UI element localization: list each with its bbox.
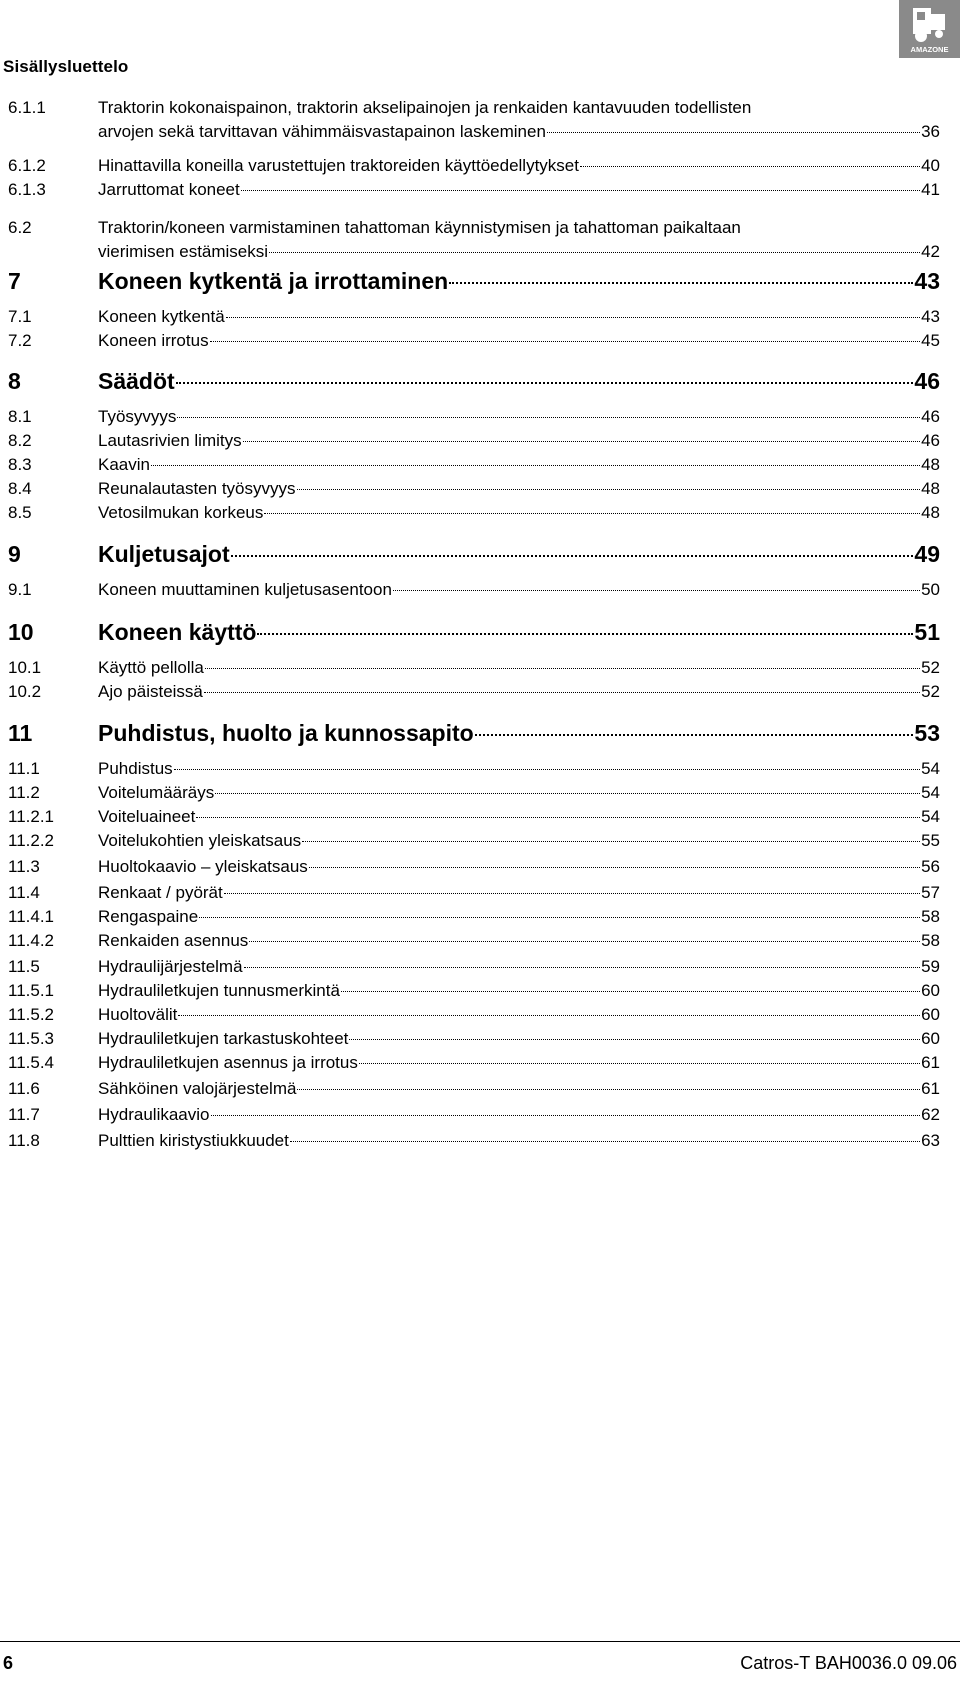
toc-entry[interactable] bbox=[0, 1129, 960, 1153]
toc-entry-page: 43 bbox=[921, 307, 940, 326]
toc-entry-title: Voiteluaineet bbox=[98, 807, 196, 826]
toc-entry-number: 6.1.3 bbox=[8, 180, 46, 199]
toc-entry-number: 8.2 bbox=[8, 431, 32, 450]
toc-entry-title: Työsyvyys bbox=[98, 407, 177, 426]
toc-entry-page: 58 bbox=[921, 931, 940, 950]
toc-entry-page: 41 bbox=[921, 180, 940, 199]
toc-entry[interactable] bbox=[0, 501, 960, 525]
toc-entry-number: 7.2 bbox=[8, 331, 32, 350]
dot-leader bbox=[210, 341, 921, 342]
toc-entry[interactable] bbox=[0, 266, 960, 296]
toc-entry-page: 59 bbox=[921, 957, 940, 976]
toc-entry-title: Sähköinen valojärjestelmä bbox=[98, 1079, 297, 1098]
toc-entry[interactable] bbox=[0, 855, 960, 879]
toc-entry-number: 7.1 bbox=[8, 307, 32, 326]
toc-entry-number: 10.1 bbox=[8, 658, 42, 677]
toc-entry-title: Hinattavilla koneilla varustettujen traktoreiden käyttöedellytykset bbox=[98, 156, 579, 175]
toc-entry[interactable] bbox=[0, 881, 960, 905]
toc-entry-number: 8.5 bbox=[8, 503, 32, 522]
toc-entry-title: Jarruttomat koneet bbox=[98, 180, 240, 199]
toc-entry-page: 55 bbox=[921, 831, 940, 850]
toc-entry-title: Koneen kytkentä bbox=[98, 307, 225, 326]
toc-entry-title: Huoltokaavio – yleiskatsaus bbox=[98, 857, 308, 876]
dot-leader bbox=[243, 441, 920, 442]
toc-entry-title: Pulttien kiristystiukkuudet bbox=[98, 1131, 289, 1150]
dot-leader bbox=[393, 590, 920, 591]
toc-entry-page: 45 bbox=[921, 331, 940, 350]
toc-entry-number: 10 bbox=[8, 619, 34, 645]
toc-entry-number: 8.3 bbox=[8, 455, 32, 474]
toc-entry-title: Renkaat / pyörät bbox=[98, 883, 223, 902]
toc-entry[interactable] bbox=[0, 329, 960, 353]
toc-entry-title: Hydrauliletkujen tunnusmerkintä bbox=[98, 981, 340, 1000]
footer-divider bbox=[0, 1641, 960, 1642]
toc-entry-number: 6.2 bbox=[8, 218, 32, 237]
footer-page-number: 6 bbox=[3, 1653, 14, 1673]
toc-entry-page: 53 bbox=[914, 720, 940, 746]
dot-leader bbox=[290, 1141, 920, 1142]
toc-entry-title: Traktorin kokonaispainon, traktorin akselipainojen ja renkaiden kantavuuden todellisten bbox=[98, 98, 752, 117]
toc-entry-number: 8 bbox=[8, 368, 21, 394]
dot-leader bbox=[196, 817, 920, 818]
toc-entry-title: Koneen käyttö bbox=[98, 619, 257, 645]
toc-entry-title: Renkaiden asennus bbox=[98, 931, 249, 950]
toc-entry-number: 11.2.1 bbox=[8, 807, 55, 826]
toc-entry-title-continued: vierimisen estämiseksi bbox=[98, 242, 269, 261]
toc-entry-number: 11.7 bbox=[8, 1105, 40, 1124]
toc-entry-page: 49 bbox=[914, 541, 940, 567]
toc-entry[interactable] bbox=[0, 1027, 960, 1051]
toc-entry[interactable] bbox=[0, 1051, 960, 1075]
toc-entry-page: 58 bbox=[921, 907, 940, 926]
toc-entry[interactable] bbox=[0, 805, 960, 829]
dot-leader bbox=[349, 1039, 920, 1040]
toc-entry-page: 36 bbox=[921, 122, 940, 141]
dot-leader bbox=[264, 513, 920, 514]
toc-entry[interactable] bbox=[0, 1003, 960, 1027]
toc-entry-number: 11.5.2 bbox=[8, 1005, 55, 1024]
toc-entry-number: 11.6 bbox=[8, 1079, 40, 1098]
toc-entry[interactable] bbox=[0, 154, 960, 178]
toc-entry-number: 11 bbox=[8, 720, 33, 746]
toc-entry-page: 40 bbox=[921, 156, 940, 175]
toc-entry-page: 46 bbox=[921, 431, 940, 450]
toc-entry[interactable] bbox=[0, 680, 960, 704]
dot-leader bbox=[341, 991, 920, 992]
toc-entry-number: 11.2.2 bbox=[8, 831, 55, 850]
toc-entry-title: Voitelukohtien yleiskatsaus bbox=[98, 831, 302, 850]
dot-leader bbox=[199, 917, 920, 918]
toc-entry-page: 52 bbox=[921, 658, 940, 677]
dot-leader bbox=[178, 1015, 920, 1016]
toc-entry-number: 11.4 bbox=[8, 883, 40, 902]
toc-entry[interactable] bbox=[0, 1103, 960, 1127]
dot-leader bbox=[269, 252, 920, 253]
toc-entry-title: Puhdistus, huolto ja kunnossapito bbox=[98, 720, 474, 746]
dot-leader bbox=[547, 132, 920, 133]
toc-entry[interactable] bbox=[0, 656, 960, 680]
dot-leader bbox=[177, 417, 920, 418]
toc-entry-number: 11.8 bbox=[8, 1131, 40, 1150]
toc-entry-title: Rengaspaine bbox=[98, 907, 199, 926]
toc-entry-page: 61 bbox=[921, 1079, 940, 1098]
toc-entry-page: 61 bbox=[921, 1053, 940, 1072]
toc-entry-title: Voitelumääräys bbox=[98, 783, 215, 802]
toc-entry-page: 63 bbox=[921, 1131, 940, 1150]
toc-entry-page: 56 bbox=[921, 857, 940, 876]
toc-entry-number: 9.1 bbox=[8, 580, 32, 599]
toc-entry-number: 10.2 bbox=[8, 682, 42, 701]
toc-entry-number: 11.5 bbox=[8, 957, 40, 976]
toc-entry-number: 11.5.3 bbox=[8, 1029, 55, 1048]
toc-entry-title: Huoltovälit bbox=[98, 1005, 178, 1024]
toc-entry-page: 43 bbox=[914, 268, 940, 294]
dot-leader bbox=[449, 282, 913, 284]
toc-entry-page: 50 bbox=[921, 580, 940, 599]
toc-entry-page: 46 bbox=[914, 368, 940, 394]
logo-text: AMAZONE bbox=[910, 45, 949, 54]
toc-entry-page: 62 bbox=[921, 1105, 940, 1124]
dot-leader bbox=[176, 382, 914, 384]
toc-entry-number: 11.2 bbox=[8, 783, 40, 802]
toc-entry-title: Hydrauliletkujen tarkastuskohteet bbox=[98, 1029, 349, 1048]
dot-leader bbox=[359, 1063, 920, 1064]
toc-entry-title: Vetosilmukan korkeus bbox=[98, 503, 264, 522]
toc-entry-page: 60 bbox=[921, 981, 940, 1000]
toc-entry-title: Hydrauliletkujen asennus ja irrotus bbox=[98, 1053, 358, 1072]
toc-entry-number: 11.3 bbox=[8, 857, 40, 876]
dot-leader bbox=[302, 841, 920, 842]
toc-entry-title: Koneen muuttaminen kuljetusasentoon bbox=[98, 580, 392, 599]
dot-leader bbox=[297, 489, 921, 490]
toc-entry-title: Ajo päisteissä bbox=[98, 682, 203, 701]
toc-entry-page: 60 bbox=[921, 1029, 940, 1048]
toc-entry[interactable] bbox=[0, 216, 960, 264]
toc-entry-title: Reunalautasten työsyvyys bbox=[98, 479, 296, 498]
toc-entry-page: 48 bbox=[921, 455, 940, 474]
dot-leader bbox=[205, 668, 920, 669]
toc-entry[interactable] bbox=[0, 929, 960, 953]
toc-entry[interactable] bbox=[0, 477, 960, 501]
dot-leader bbox=[174, 769, 920, 770]
toc-entry[interactable] bbox=[0, 453, 960, 477]
dot-leader bbox=[297, 1089, 920, 1090]
toc-entry-page: 51 bbox=[914, 619, 940, 645]
toc-entry[interactable] bbox=[0, 905, 960, 929]
dot-leader bbox=[215, 793, 920, 794]
dot-leader bbox=[580, 166, 920, 167]
toc-entry[interactable] bbox=[0, 96, 960, 144]
dot-leader bbox=[249, 941, 920, 942]
dot-leader bbox=[151, 465, 920, 466]
toc-entry[interactable] bbox=[0, 1077, 960, 1101]
toc-entry-page: 54 bbox=[921, 807, 940, 826]
toc-entry-title: Hydraulikaavio bbox=[98, 1105, 210, 1124]
dot-leader bbox=[224, 893, 920, 894]
dot-leader bbox=[226, 317, 920, 318]
toc-entry-title: Kaavin bbox=[98, 455, 150, 474]
toc-entry-page: 54 bbox=[921, 759, 940, 778]
toc-entry-number: 8.4 bbox=[8, 479, 32, 498]
toc-entry-title: Käyttö pellolla bbox=[98, 658, 204, 677]
dot-leader bbox=[244, 967, 921, 968]
toc-entry-number: 11.5.4 bbox=[8, 1053, 55, 1072]
toc-entry-number: 6.1.1 bbox=[8, 98, 46, 117]
toc-entry-page: 57 bbox=[921, 883, 940, 902]
toc-entry-page: 60 bbox=[921, 1005, 940, 1024]
toc-entry-number: 9 bbox=[8, 541, 21, 567]
toc-entry-title: Kuljetusajot bbox=[98, 541, 230, 567]
toc-entry-title: Koneen kytkentä ja irrottaminen bbox=[98, 268, 449, 294]
toc-entry-page: 46 bbox=[921, 407, 940, 426]
toc-entry[interactable] bbox=[0, 405, 960, 429]
toc-entry[interactable] bbox=[0, 178, 960, 202]
toc-entry-number: 7 bbox=[8, 268, 21, 294]
dot-leader bbox=[309, 867, 920, 868]
dot-leader bbox=[211, 1115, 921, 1116]
dot-leader bbox=[231, 555, 914, 557]
toc-entry-number: 6.1.2 bbox=[8, 156, 46, 175]
footer-document-id: Catros-T BAH0036.0 09.06 bbox=[740, 1653, 957, 1673]
toc-entry-title: Traktorin/koneen varmistaminen tahattoman käynnistymisen ja tahattoman paikaltaan bbox=[98, 218, 741, 237]
toc-entry-page: 54 bbox=[921, 783, 940, 802]
toc-entry[interactable] bbox=[0, 979, 960, 1003]
toc-entry[interactable] bbox=[0, 539, 960, 569]
toc-entry[interactable] bbox=[0, 829, 960, 853]
toc-entry[interactable] bbox=[0, 781, 960, 805]
toc-entry-page: 42 bbox=[921, 242, 940, 261]
toc-entry[interactable] bbox=[0, 578, 960, 602]
toc-entry-page: 48 bbox=[921, 479, 940, 498]
dot-leader bbox=[257, 633, 913, 635]
toc-entry[interactable] bbox=[0, 366, 960, 396]
toc-entry[interactable] bbox=[0, 305, 960, 329]
toc-entry-title: Lautasrivien limitys bbox=[98, 431, 242, 450]
toc-entry-title: Säädöt bbox=[98, 368, 175, 394]
dot-leader bbox=[241, 190, 920, 191]
toc-entry-title-continued: arvojen sekä tarvittavan vähimmäisvastapainon laskeminen bbox=[98, 122, 546, 141]
dot-leader bbox=[204, 692, 920, 693]
toc-entry-number: 11.1 bbox=[8, 759, 40, 778]
toc-entry-number: 11.5.1 bbox=[8, 981, 55, 1000]
toc-entry-number: 8.1 bbox=[8, 407, 32, 426]
toc-entry-number: 11.4.1 bbox=[8, 907, 55, 926]
toc-entry-page: 52 bbox=[921, 682, 940, 701]
toc-entry[interactable] bbox=[0, 429, 960, 453]
toc-entry[interactable] bbox=[0, 757, 960, 781]
toc-entry-title: Koneen irrotus bbox=[98, 331, 209, 350]
toc-entry-title: Hydraulijärjestelmä bbox=[98, 957, 243, 976]
toc-entry-page: 48 bbox=[921, 503, 940, 522]
toc-entry-number: 11.4.2 bbox=[8, 931, 55, 950]
toc-entry[interactable] bbox=[0, 955, 960, 979]
toc-entry[interactable] bbox=[0, 617, 960, 647]
dot-leader bbox=[475, 734, 914, 736]
toc-entry-title: Puhdistus bbox=[98, 759, 173, 778]
page-title: Sisällysluettelo bbox=[3, 57, 129, 76]
toc-entry[interactable] bbox=[0, 718, 960, 748]
